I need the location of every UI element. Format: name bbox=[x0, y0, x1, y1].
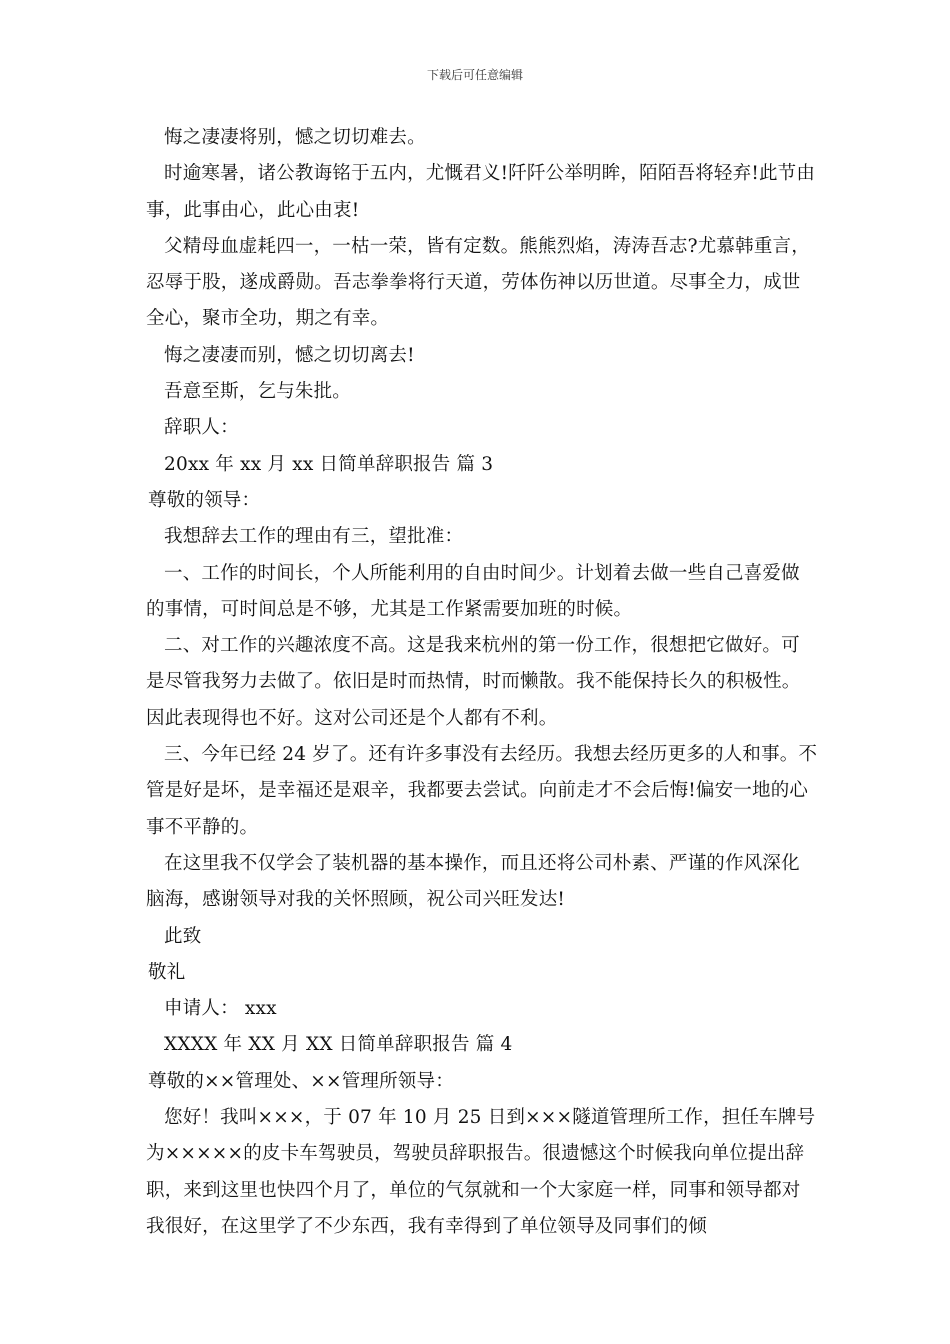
section-title: 20xx 年 xx 月 xx 日简单辞职报告 篇 3 bbox=[164, 453, 494, 475]
paragraph: 我想辞去工作的理由有三，望批准： bbox=[164, 526, 464, 548]
page-header: 下载后可任意编辑 bbox=[426, 68, 523, 82]
paragraph: 一、工作的时间长，个人所能利用的自由时间少。计划着去做一些自己喜爱做的事情，可时间总是不够，尤其是工作紧需要加班的时候。 bbox=[146, 562, 800, 620]
section-title: XXXX 年 XX 月 XX 日简单辞职报告 篇 4 bbox=[164, 1034, 513, 1056]
signature-label: 申请人： xxx bbox=[164, 998, 277, 1020]
paragraph: 时逾寒暑，诸公教诲铭于五内，尤慨君义!阡阡公举明眸，陌陌吾将轻弃!此节由事，此事由心，此心由衷! bbox=[146, 163, 816, 221]
paragraph: 父精母血虚耗四一，一枯一荣，皆有定数。熊熊烈焰，涛涛吾志?尤慕韩重言，忍辱于股，遂成爵勋。吾志拳拳将行天道，劳体伤神以历世道。尽事全力，成世全心，聚市全功，期之有幸。 bbox=[146, 235, 810, 330]
closing: 敬礼 bbox=[148, 961, 186, 983]
paragraph: 您好！我叫×××，于 07 年 10 月 25 日到×××隧道管理所工作，担任车牌号为×××××的皮卡车驾驶员，驾驶员辞职报告。很遗憾这个时候我向单位提出辞职，来到这里也快四个月了，单位的气氛就和一个大家庭一样，同事和领导都对我很好，在这里学了不少东西，我有幸得到了单位领导及同事们的倾 bbox=[146, 1107, 816, 1237]
salutation: 尊敬的××管理处、××管理所领导： bbox=[148, 1070, 454, 1092]
salutation: 尊敬的领导： bbox=[148, 489, 261, 511]
paragraph: 悔之凄凄将别，憾之切切难去。 bbox=[164, 127, 426, 148]
closing: 此致 bbox=[164, 925, 202, 947]
signature-label: 辞职人： bbox=[164, 417, 239, 439]
paragraph: 悔之凄凄而别，憾之切切离去! bbox=[164, 344, 415, 366]
paragraph: 吾意至斯，乞与朱批。 bbox=[164, 381, 352, 403]
paragraph: 二、对工作的兴趣浓度不高。这是我来杭州的第一份工作，很想把它做好。可是尽管我努力去做了。依旧是时而热情，时而懒散。我不能保持长久的积极性。因此表现得也不好。这对公司还是个人都有不利。 bbox=[146, 635, 801, 729]
document-body bbox=[146, 120, 818, 1245]
paragraph: 三、今年已经 24 岁了。还有许多事没有去经历。我想去经历更多的人和事。不管是好是坏，是幸福还是艰辛，我都要去尝试。向前走才不会后悔!偏安一地的心事不平静的。 bbox=[146, 744, 818, 838]
paragraph: 在这里我不仅学会了装机器的基本操作，而且还将公司朴素、严谨的作风深化脑海，感谢领导对我的关怀照顾，祝公司兴旺发达! bbox=[146, 852, 800, 911]
